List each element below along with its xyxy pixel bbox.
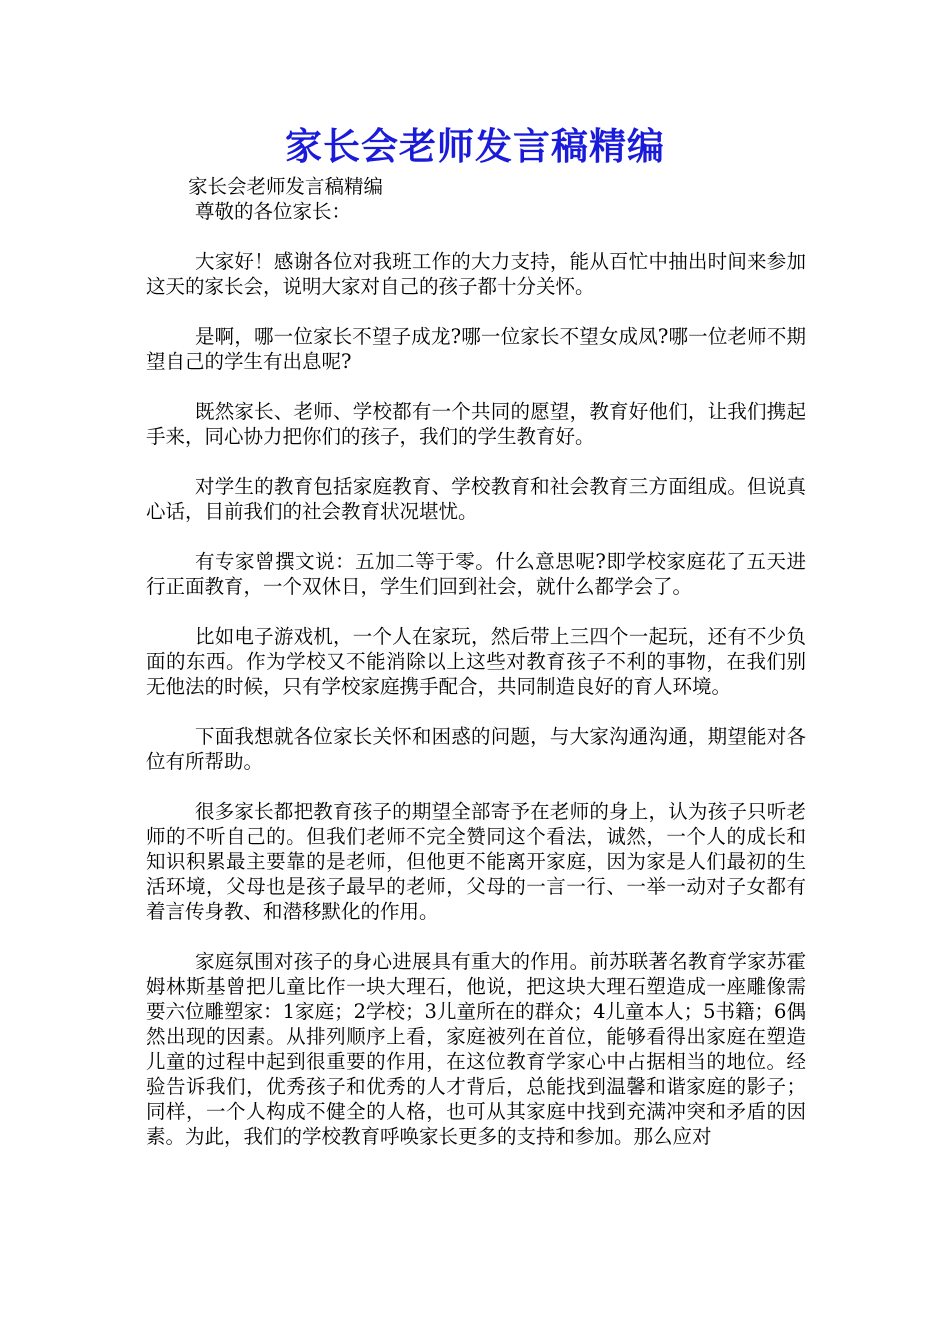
paragraph: 下面我想就各位家长关怀和困惑的问题，与大家沟通沟通，期望能对各位有所帮助。	[146, 725, 806, 773]
paragraph: 很多家长都把教育孩子的期望全部寄予在老师的身上，认为孩子只听老师的不听自己的。但我们老师不完全赞同这个看法，诚然，一个人的成长和知识积累最主要靠的是老师，但他更不能离开家庭，因为家是人们最初的生活环境，父母也是孩子最早的老师，父母的一言一行、一举一动对子女都有着言传身教、和潜移默化的作用。	[146, 800, 806, 923]
paragraph: 对学生的教育包括家庭教育、学校教育和社会教育三方面组成。但说真心话，目前我们的社会教育状况堪忧。	[146, 475, 806, 523]
paragraph: 既然家长、老师、学校都有一个共同的愿望，教育好他们，让我们携起手来，同心协力把你们的孩子，我们的学生教育好。	[146, 400, 806, 448]
paragraph: 比如电子游戏机，一个人在家玩，然后带上三四个一起玩，还有不少负面的东西。作为学校又不能消除以上这些对教育孩子不利的事物，在我们别无他法的时候，只有学校家庭携手配合，共同制造良好的育人环境。	[146, 625, 806, 698]
paragraph: 有专家曾撰文说：五加二等于零。什么意思呢?即学校家庭花了五天进行正面教育，一个双休日，学生们回到社会，就什么都学会了。	[146, 550, 806, 598]
document-body	[146, 174, 806, 1174]
greeting-line: 尊敬的各位家长：	[195, 200, 352, 223]
document-subtitle: 家长会老师发言稿精编	[188, 175, 384, 198]
paragraph: 家庭氛围对孩子的身心进展具有重大的作用。前苏联著名教育学家苏霍姆林斯基曾把儿童比作一块大理石，他说，把这块大理石塑造成一座雕像需要六位雕塑家：1家庭；2学校；3儿童所在的群众；4儿童本人；5书籍；6偶然出现的因素。从排列顺序上看，家庭被列在首位，能够看得出家庭在塑造儿童的过程中起到很重要的作用，在这位教育学家心中占据相当的地位。经验告诉我们，优秀孩子和优秀的人才背后，总能找到温馨和谐家庭的影子；同样，一个人构成不健全的人格，也可从其家庭中找到充满冲突和矛盾的因素。为此，我们的学校教育呼唤家长更多的支持和参加。那么应对	[146, 950, 806, 1148]
paragraph: 是啊，哪一位家长不望子成龙?哪一位家长不望女成凤?哪一位老师不期望自己的学生有出息呢?	[146, 325, 806, 373]
paragraph: 大家好！感谢各位对我班工作的大力支持，能从百忙中抽出时间来参加这天的家长会，说明大家对自己的孩子都十分关怀。	[146, 250, 806, 298]
document-title: 家长会老师发言稿精编	[285, 124, 665, 168]
